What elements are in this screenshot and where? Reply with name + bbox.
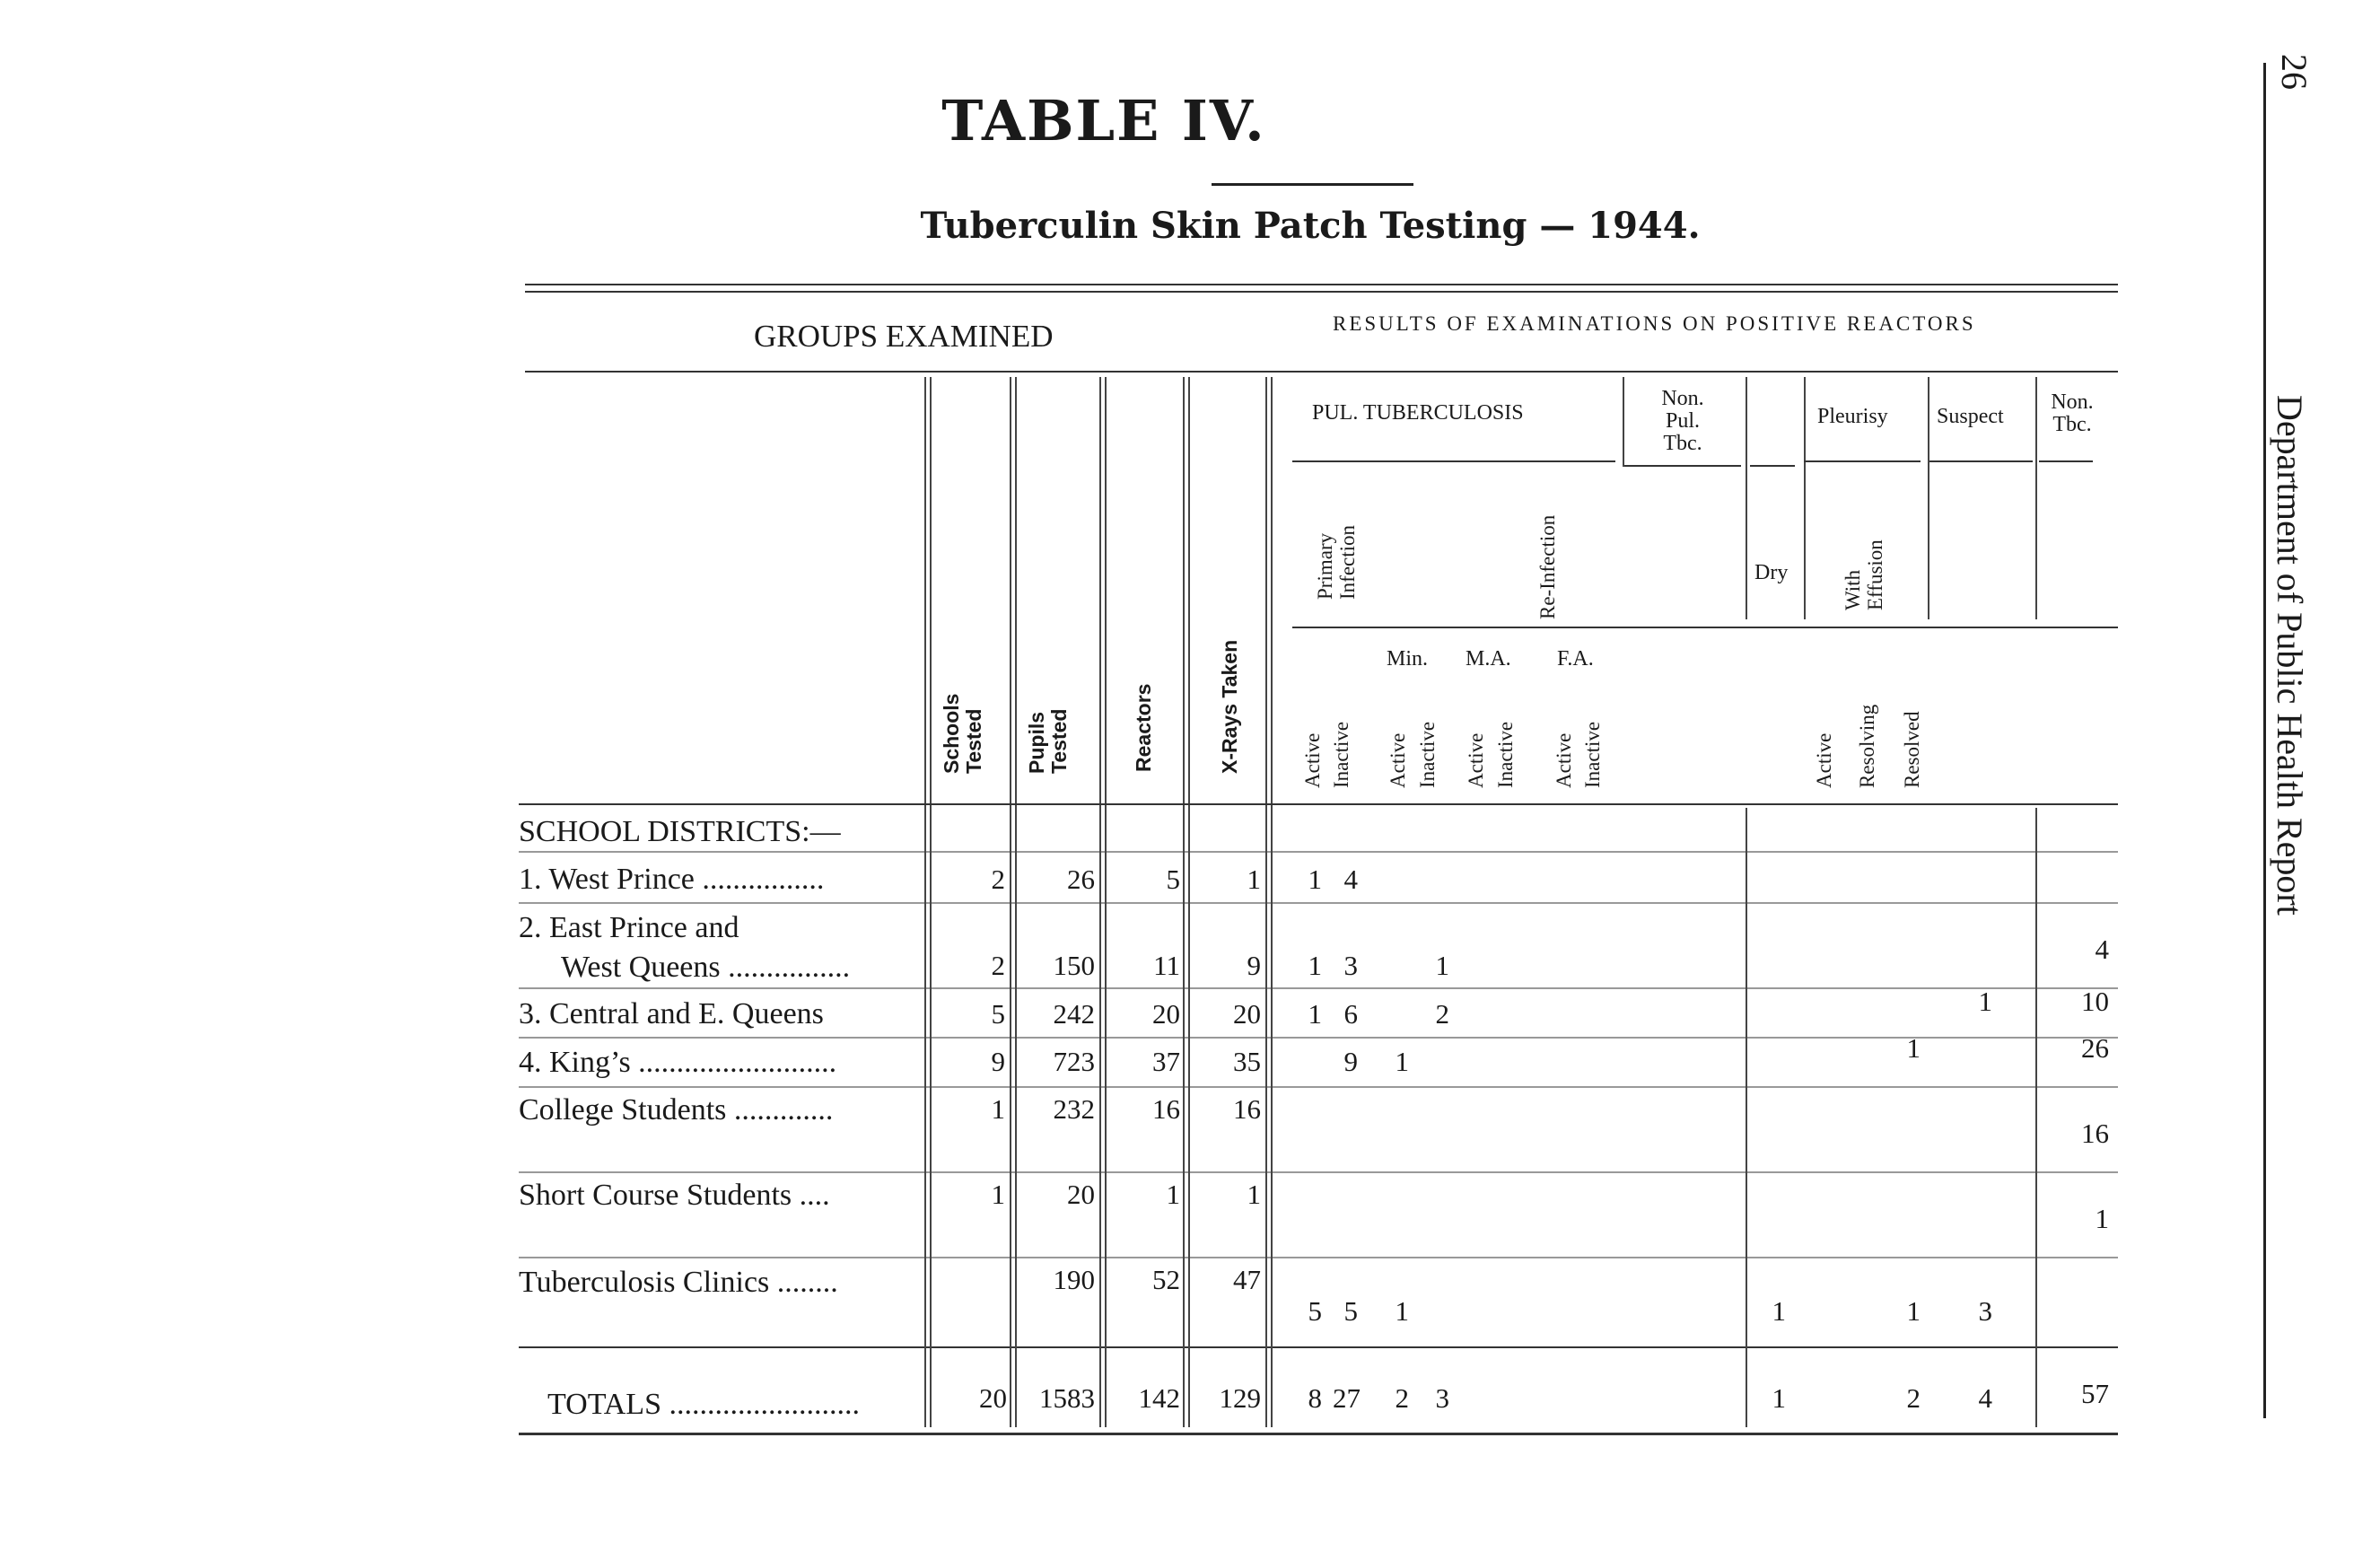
table-cell: 1 [1308,864,1322,895]
row-rule [519,1086,2118,1088]
body-col-rule [1183,808,1185,1427]
table-cell: 142 [1138,1382,1180,1414]
col-rule [1928,377,1929,619]
table-cell: 16 [1152,1093,1180,1125]
table-cell: 16 [1233,1093,1261,1125]
row-rule [519,1037,2118,1039]
col-header-active: Active [1387,732,1409,788]
col-rule [1746,377,1747,619]
table-cell: 1583 [1039,1382,1095,1414]
table-cell: 1 [991,1179,1005,1210]
col-rule [1623,377,1624,467]
table-cell: 5 [991,998,1005,1030]
sub-rule [1624,465,1741,467]
col-header-inactive: Inactive [1416,721,1439,788]
table-cell: 9 [991,1046,1005,1077]
body-col-rule [1188,808,1190,1427]
col-header-pul-tb: PUL. TUBERCULOSIS [1312,401,1524,425]
bottom-rule [519,1433,2118,1435]
col-header-with-effusion: With Effusion [1842,539,1887,610]
table-cell: 10 [2081,986,2109,1017]
table-cell: 8 [1308,1382,1322,1414]
col-header-active: Active [1553,732,1575,788]
row-label-tb-clinics: Tuberculosis Clinics ........ [519,1266,838,1299]
col-rule [1099,377,1101,808]
table-cell: 3 [1435,1382,1449,1414]
table-cell: 35 [1233,1046,1261,1077]
sub-rule [1929,460,2033,462]
table-cell: 20 [1067,1179,1095,1210]
table-cell: 1 [1772,1382,1786,1414]
body-col-rule [2035,808,2037,1427]
row-label-college: College Students ............. [519,1093,834,1127]
table-cell: 47 [1233,1264,1261,1295]
col-header-resolved: Resolved [1901,711,1923,788]
table-cell: 4 [2095,934,2109,965]
col-header-xrays: X-Rays Taken [1218,639,1241,774]
body-col-rule [930,808,932,1427]
col-header-pleurisy: Pleurisy [1817,405,1888,428]
sub-rule [1804,460,1921,462]
body-col-rule [1271,808,1273,1427]
table-cell: 1 [1772,1295,1786,1327]
col-header-primary-infection: Primary Infection [1314,524,1360,600]
header-bottom-rule [519,803,2118,805]
table-cell: 37 [1152,1046,1180,1077]
sub-rule [1750,465,1795,467]
top-rule-1 [525,284,2118,285]
row-label-west-prince: 1. West Prince ................ [519,863,825,896]
table-cell: 1 [1395,1295,1409,1327]
col-rule [1105,377,1107,808]
table-cell: 1 [1308,950,1322,981]
col-header-schools: Schools Tested [940,693,986,774]
col-rule [1188,377,1190,808]
col-rule [1271,377,1273,808]
col-rule [924,377,926,808]
table-cell: 1 [2095,1203,2109,1234]
col-header-resolving: Resolving [1856,704,1878,788]
col-rule [1015,377,1017,808]
table-cell: 57 [2081,1378,2109,1409]
table-cell: 26 [1067,864,1095,895]
row-rule [519,902,2118,904]
table-cell: 4 [1343,864,1358,895]
results-heading: RESULTS OF EXAMINATIONS ON POSITIVE REACTORS [1333,312,1976,335]
table-cell: 2 [1906,1382,1921,1414]
table-cell: 2 [991,950,1005,981]
table-cell: 1 [1308,998,1322,1030]
table-cell: 232 [1053,1093,1095,1125]
sub-rule [2039,460,2093,462]
row-rule [519,1257,2118,1258]
table-cell: 26 [2081,1032,2109,1064]
table-cell: 2 [1395,1382,1409,1414]
table-cell: 1 [991,1093,1005,1125]
table-cell: 20 [1233,998,1261,1030]
col-header-min: Min. [1387,647,1429,671]
table-cell: 1 [1247,864,1261,895]
body-col-rule [1010,808,1011,1427]
table-cell: 52 [1152,1264,1180,1295]
table-cell: 1 [1435,950,1449,981]
table-cell: 1 [1395,1046,1409,1077]
sub-rule [1292,460,1615,462]
row-label-central-queens: 3. Central and E. Queens [519,997,824,1030]
table-title: TABLE IV. [941,88,1266,153]
col-header-active: Active [1465,732,1487,788]
sub-rule [1292,627,2118,628]
table-cell: 1 [1906,1295,1921,1327]
col-rule [2035,377,2037,619]
heading-rule [525,371,2118,373]
col-rule [1183,377,1185,808]
table-cell: 16 [2081,1118,2109,1149]
table-cell: 1 [1166,1179,1180,1210]
col-header-re-infection: Re-Infection [1536,514,1559,619]
col-header-active: Active [1813,732,1835,788]
title-rule [1212,183,1413,186]
row-label-short-course: Short Course Students .... [519,1179,830,1212]
body-col-rule [1015,808,1017,1427]
table-cell: 3 [1978,1295,1992,1327]
table-cell: 190 [1053,1264,1095,1295]
row-rule [519,1346,2118,1348]
table-cell: 150 [1053,950,1095,981]
table-cell: 6 [1343,998,1358,1030]
table-cell: 5 [1166,864,1180,895]
row-label-west-queens: West Queens ................ [561,951,851,984]
table-cell: 3 [1343,950,1358,981]
table-cell: 242 [1053,998,1095,1030]
row-rule [519,987,2118,989]
col-header-inactive: Inactive [1494,721,1517,788]
body-col-rule [1265,808,1267,1427]
col-rule [1010,377,1011,808]
col-header-non-pul: Non. Pul. Tbc. [1661,387,1704,456]
row-label-east-prince: 2. East Prince and [519,911,739,944]
row-rule [519,1171,2118,1173]
col-header-ma: M.A. [1466,647,1511,671]
col-header-active: Active [1301,732,1324,788]
table-cell: 20 [979,1382,1007,1414]
table-subtitle: Tuberculin Skin Patch Testing — 1944. [920,205,1701,247]
row-label-school-districts: SCHOOL DISTRICTS:— [519,815,841,848]
col-rule [930,377,932,808]
col-header-reactors: Reactors [1132,683,1155,772]
col-header-fa: F.A. [1557,647,1594,671]
table-cell: 2 [991,864,1005,895]
page-number: 26 [2274,54,2314,90]
body-col-rule [1105,808,1107,1427]
table-cell: 1 [1978,986,1992,1017]
col-header-inactive: Inactive [1330,721,1352,788]
table-cell: 9 [1343,1046,1358,1077]
row-label-kings: 4. King’s .......................... [519,1046,837,1079]
table-cell: 11 [1153,950,1180,981]
col-rule [1265,377,1267,808]
col-header-pupils: Pupils Tested [1025,708,1072,774]
table-cell: 9 [1247,950,1261,981]
col-header-suspect: Suspect [1937,405,2004,428]
table-cell: 723 [1053,1046,1095,1077]
body-col-rule [924,808,926,1427]
body-col-rule [1746,808,1747,1427]
table-cell: 4 [1978,1382,1992,1414]
running-head: Department of Public Health Report [2270,395,2310,916]
table-cell: 129 [1219,1382,1261,1414]
table-cell: 27 [1333,1382,1361,1414]
table-cell: 5 [1308,1295,1322,1327]
table-cell: 20 [1152,998,1180,1030]
table-cell: 1 [1906,1032,1921,1064]
table-cell: 2 [1435,998,1449,1030]
col-rule [1804,377,1806,619]
col-header-non-tbc: Non. Tbc. [2051,390,2094,437]
col-header-dry: Dry [1754,561,1789,584]
groups-heading: GROUPS EXAMINED [754,319,1054,354]
body-col-rule [1099,808,1101,1427]
right-margin-rule [2263,63,2266,1418]
table-cell: 5 [1343,1295,1358,1327]
row-label-totals: TOTALS ......................... [547,1388,860,1421]
top-rule-2 [525,291,2118,293]
col-header-inactive: Inactive [1581,721,1604,788]
table-cell: 1 [1247,1179,1261,1210]
